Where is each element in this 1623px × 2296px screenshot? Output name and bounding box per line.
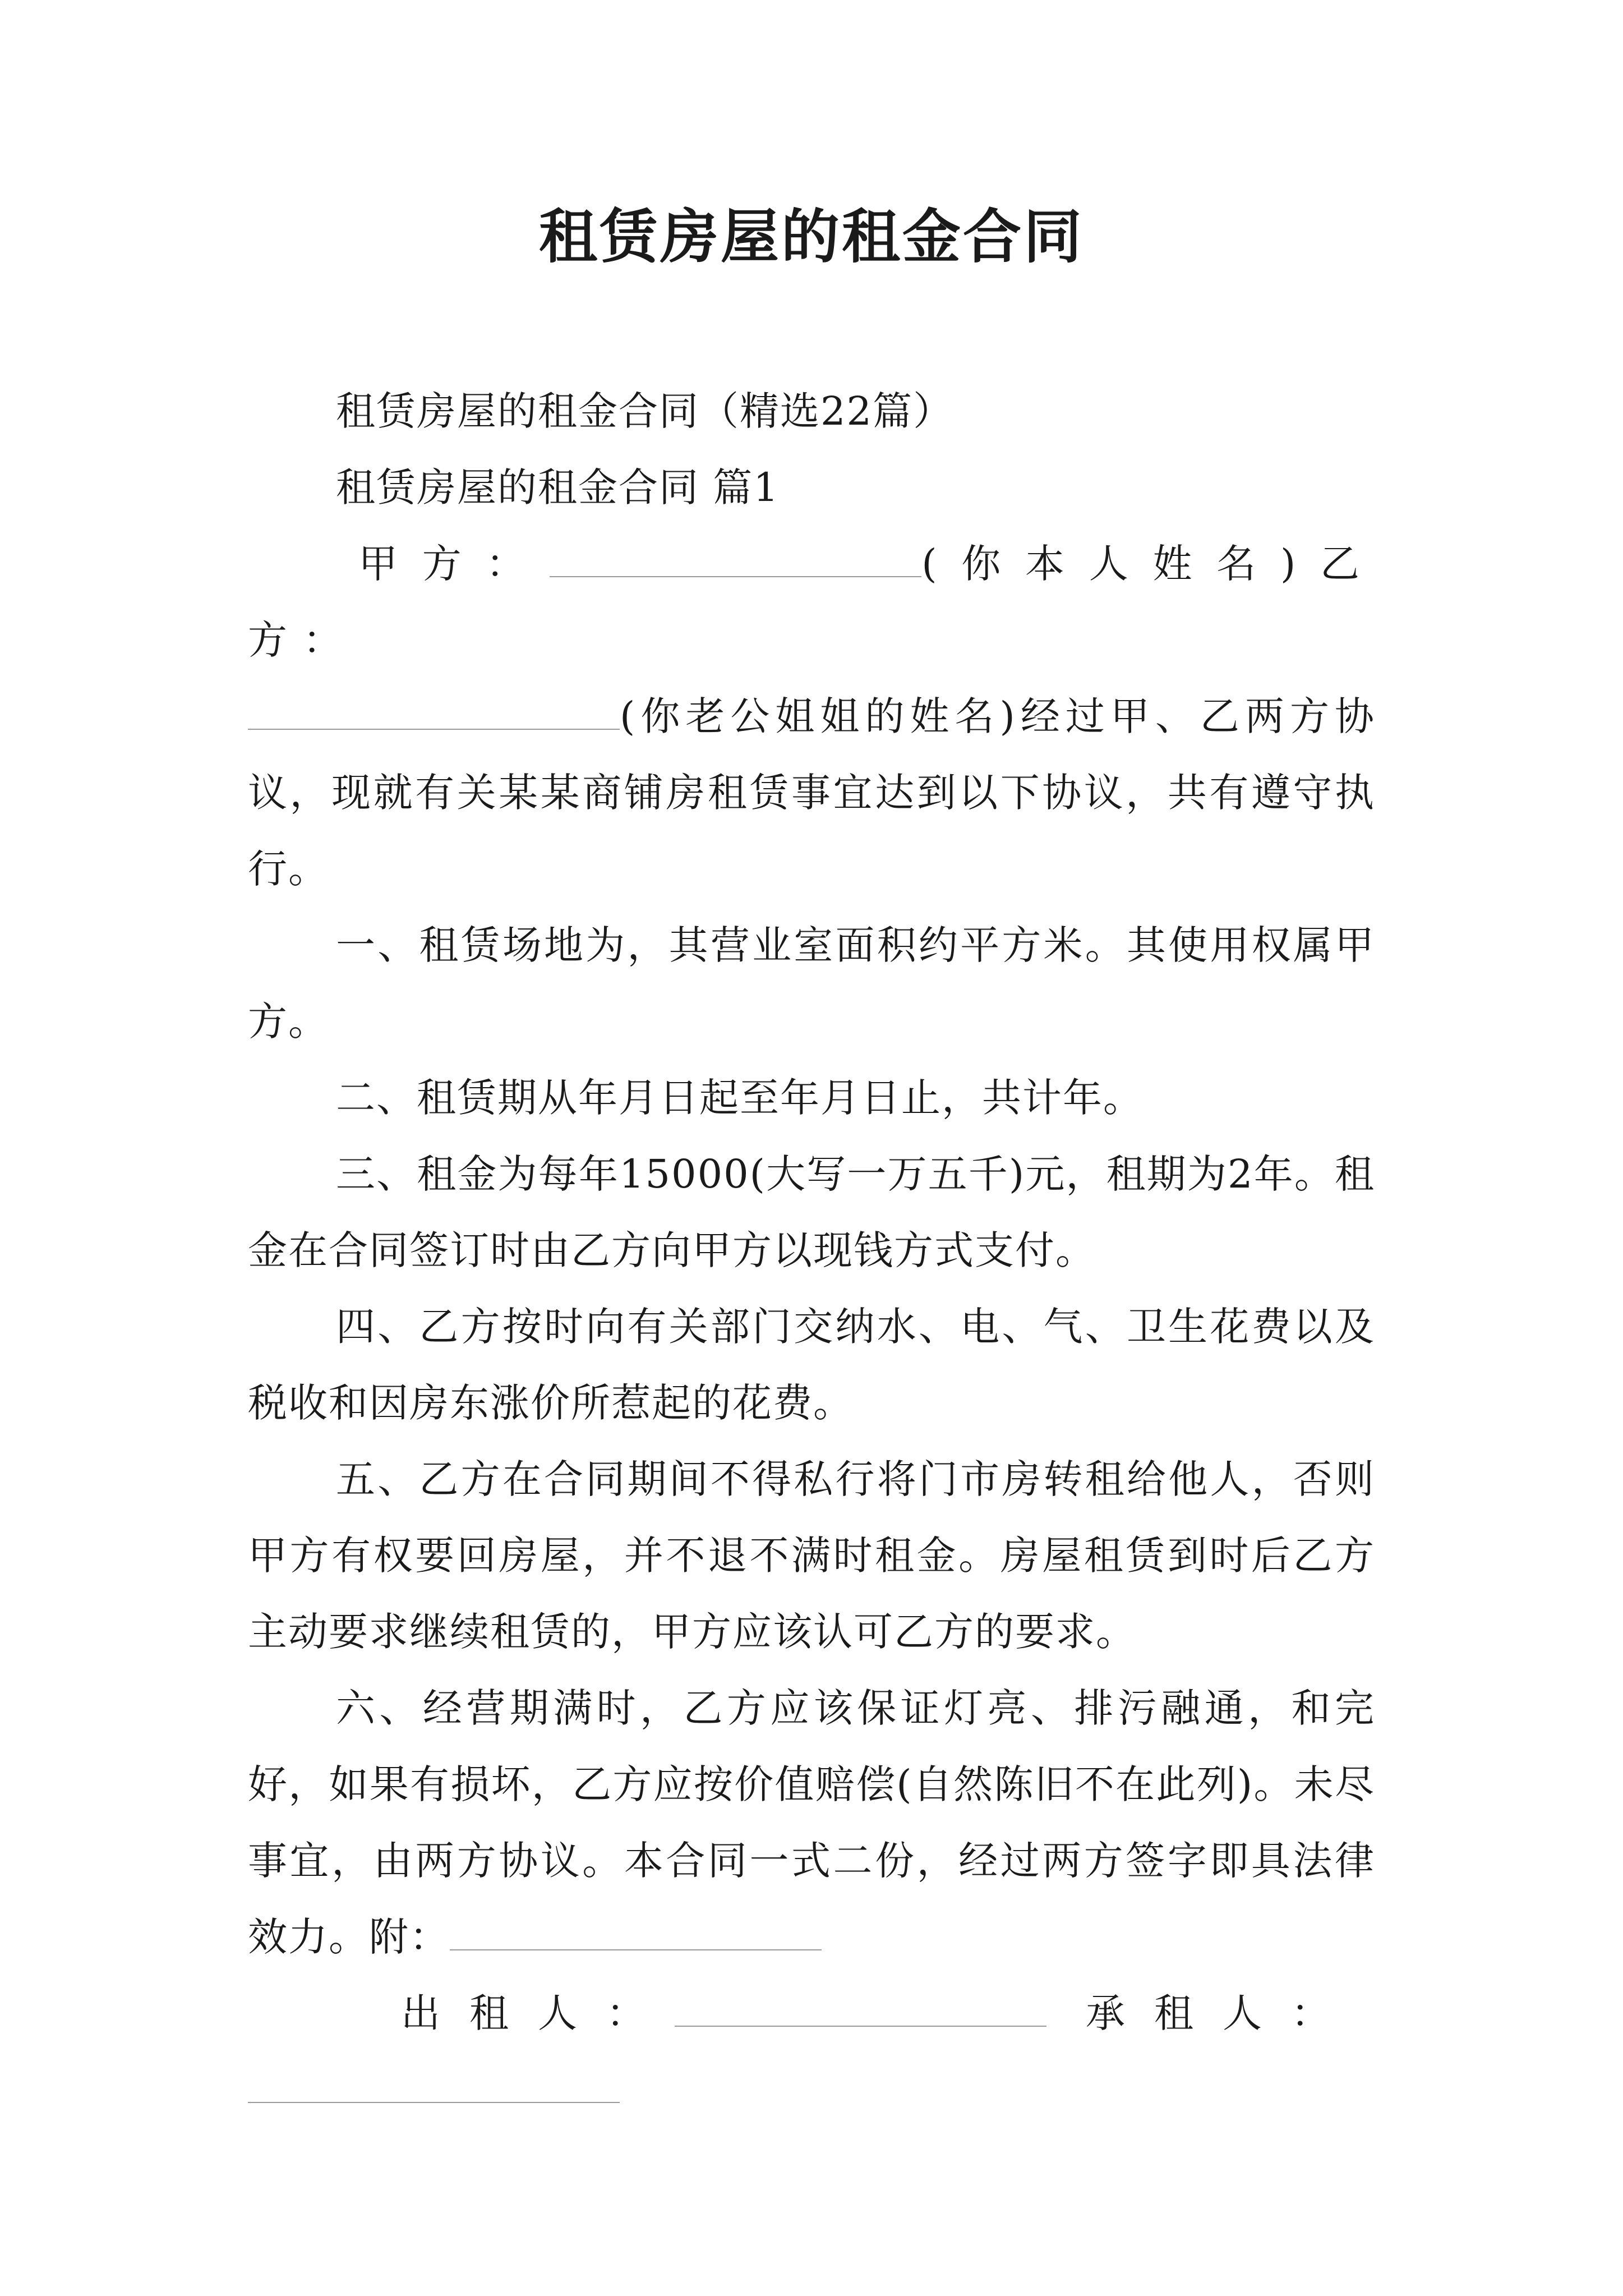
attachment-blank — [450, 1910, 822, 1950]
party-b-paragraph — [248, 678, 1375, 907]
document-title: 租赁房屋的租金合同 — [538, 202, 1084, 271]
clause-1: 一、租赁场地为，其营业室面积约平方米。其使用权属甲方。 — [248, 922, 1375, 1045]
section-heading: 租赁房屋的租金合同 篇1 — [336, 464, 780, 510]
document-body — [248, 373, 1375, 2103]
clause-6 — [248, 1670, 1375, 1975]
clause-3: 三、租金为每年15000(大写一万五千)元，租期为2年。租金在合同签订时由乙方向甲方以现钱方式支付。 — [248, 1151, 1375, 1273]
clause-2: 二、租赁期从年月日起至年月日止，共计年。 — [336, 1075, 1144, 1121]
lessee-label: 承租人： — [1086, 1990, 1359, 2036]
lessee-blank — [248, 2051, 620, 2103]
party-b-note: (你老公姐姐的姓名)经过甲、乙两方协议，现就有关某某商铺房租赁事宜达到以下协议，共有遵守执行。 — [248, 693, 1375, 892]
signature-row — [248, 1975, 1375, 2051]
party-a-note: (你本人姓名)乙方： — [248, 541, 1376, 663]
clause-6-text: 六、经营期满时，乙方应该保证灯亮、排污融通，和完好，如果有损坏，乙方应按价值赔偿(自然陈旧不在此列)。未尽事宜，由两方协议。本合同一式二份，经过两方签字即具法律效力。附： — [248, 1685, 1375, 1960]
lessor-blank — [675, 1986, 1046, 2027]
subtitle: 租赁房屋的租金合同（精选22篇） — [336, 388, 954, 434]
party-a-label: 甲方： — [358, 541, 550, 587]
party-a-line — [248, 526, 1375, 678]
party-b-name-blank — [248, 689, 620, 730]
lessor-label: 出租人： — [401, 1990, 675, 2036]
party-a-name-blank — [550, 537, 921, 577]
clause-4: 四、乙方按时向有关部门交纳水、电、气、卫生花费以及税收和因房东涨价所惹起的花费。 — [248, 1304, 1375, 1426]
clause-5: 五、乙方在合同期间不得私行将门市房转租给他人，否则甲方有权要回房屋，并不退不满时租金。房屋租赁到时后乙方主动要求继续租赁的，甲方应该认可乙方的要求。 — [248, 1456, 1375, 1655]
